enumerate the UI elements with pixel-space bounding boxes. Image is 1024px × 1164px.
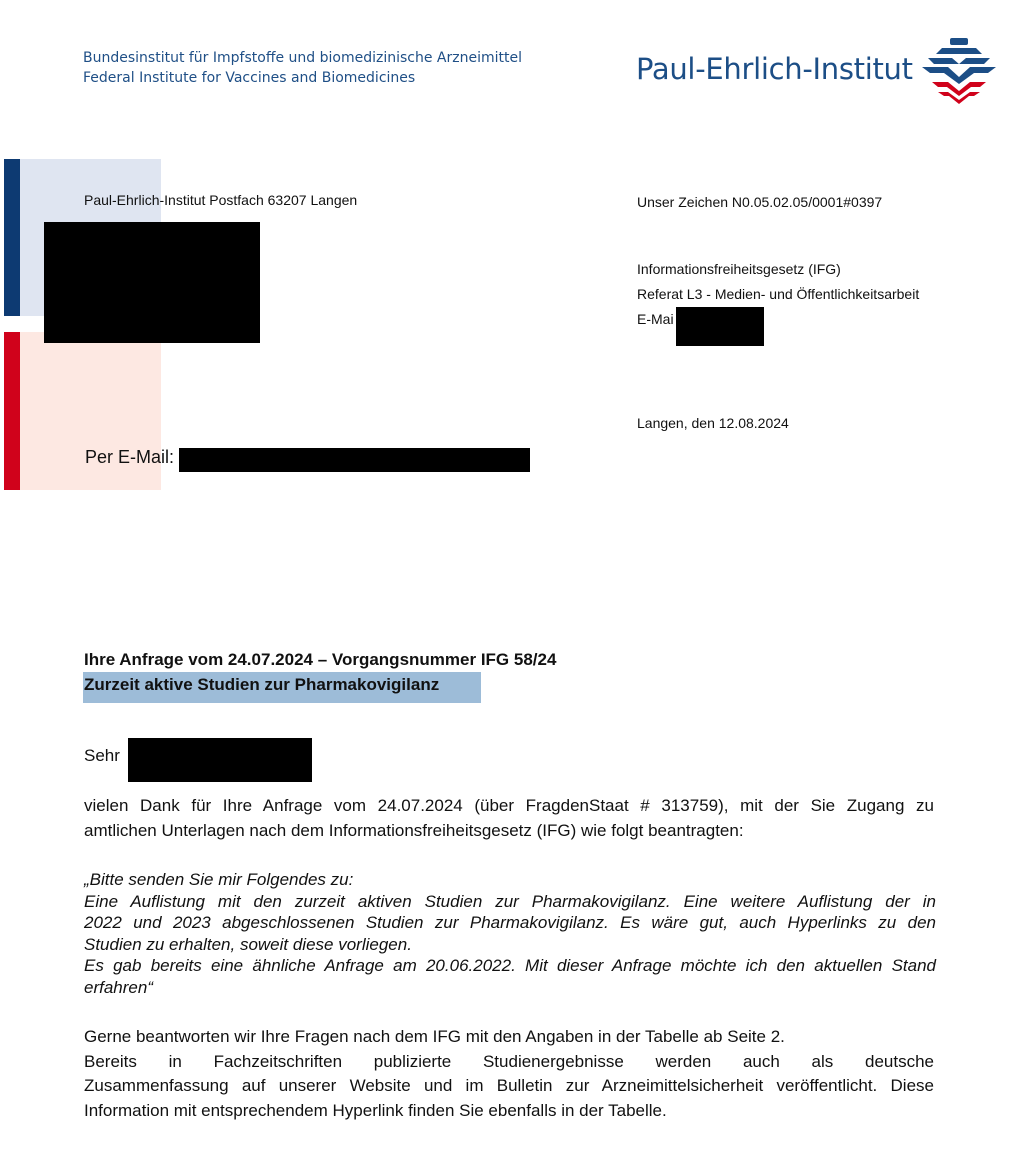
red-margin-bar <box>4 332 20 490</box>
salutation: Sehr <box>84 746 120 765</box>
intro-line: amtlichen Unterlagen nach dem Informationsfreiheitsgesetz (IFG) wie folgt beantragten: <box>84 820 744 840</box>
redacted-recipient-address <box>44 222 260 343</box>
reference-number: Unser Zeichen N0.05.02.05/0001#0397 <box>637 194 883 210</box>
quote-line: 2022 und 2023 abgeschlossenen Studien zur Pharmakovigilanz. Es wäre gut, auch Hyperlinks zu den <box>84 913 936 932</box>
quote-line: Studien zu erhalten, soweit diese vorliegen. <box>84 934 412 954</box>
pei-eagle-logo-icon <box>922 36 996 106</box>
redacted-email-address <box>179 448 530 472</box>
redacted-recipient-name <box>128 738 312 782</box>
closing-line: Zusammenfassung auf unserer Website und im Bulletin zur Arzneimittelsicherheit veröffentlicht. Diese <box>84 1076 934 1095</box>
per-email-label: Per E-Mail: <box>85 447 175 467</box>
email-label: E-Mai <box>637 311 674 327</box>
intro-paragraph <box>84 794 934 843</box>
closing-line: Gerne beantworten wir Ihre Fragen nach dem IFG mit den Angaben in der Tabelle ab Seite 2. <box>84 1027 785 1046</box>
closing-line: Bereits in Fachzeitschriften publizierte Studienergebnisse werden auch als deutsche <box>84 1051 934 1071</box>
quote-line: Es gab bereits eine ähnliche Anfrage am 20.06.2022. Mit dieser Anfrage möchte ich den aktuellen Stand <box>84 956 936 975</box>
closing-paragraph <box>84 1025 934 1123</box>
institute-name-en: Federal Institute for Vaccines and Biomedicines <box>83 70 416 86</box>
sender-line: Paul-Ehrlich-Institut Postfach 63207 Langen <box>84 192 358 208</box>
law-reference: Informationsfreiheitsgesetz (IFG) <box>637 261 841 277</box>
blue-margin-bar <box>4 159 20 316</box>
intro-line: vielen Dank für Ihre Anfrage vom 24.07.2024 (über FragdenStaat # 313759), mit der Sie Zugang zu <box>84 796 934 815</box>
department: Referat L3 - Medien- und Öffentlichkeitsarbeit <box>637 286 920 302</box>
quote-line: „Bitte senden Sie mir Folgendes zu: <box>84 870 354 889</box>
letter-date: Langen, den 12.08.2024 <box>637 415 789 431</box>
quote-line: Eine Auflistung mit den zurzeit aktiven Studien zur Pharmakovigilanz. Eine weitere Auflistung der in <box>84 891 936 911</box>
institute-name-de: Bundesinstitut für Impfstoffe und biomedizinische Arzneimittel <box>83 50 522 66</box>
subject-topic: Zurzeit aktive Studien zur Pharmakovigilanz <box>84 675 440 694</box>
quote-line: erfahren“ <box>84 977 153 997</box>
request-quote <box>84 869 936 998</box>
subject-line: Ihre Anfrage vom 24.07.2024 – Vorgangsnummer IFG 58/24 <box>84 650 557 669</box>
redacted-contact-email <box>676 307 764 346</box>
closing-line: Information mit entsprechendem Hyperlink finden Sie ebenfalls in der Tabelle. <box>84 1100 667 1120</box>
logo-text: Paul-Ehrlich-Institut <box>636 52 913 86</box>
